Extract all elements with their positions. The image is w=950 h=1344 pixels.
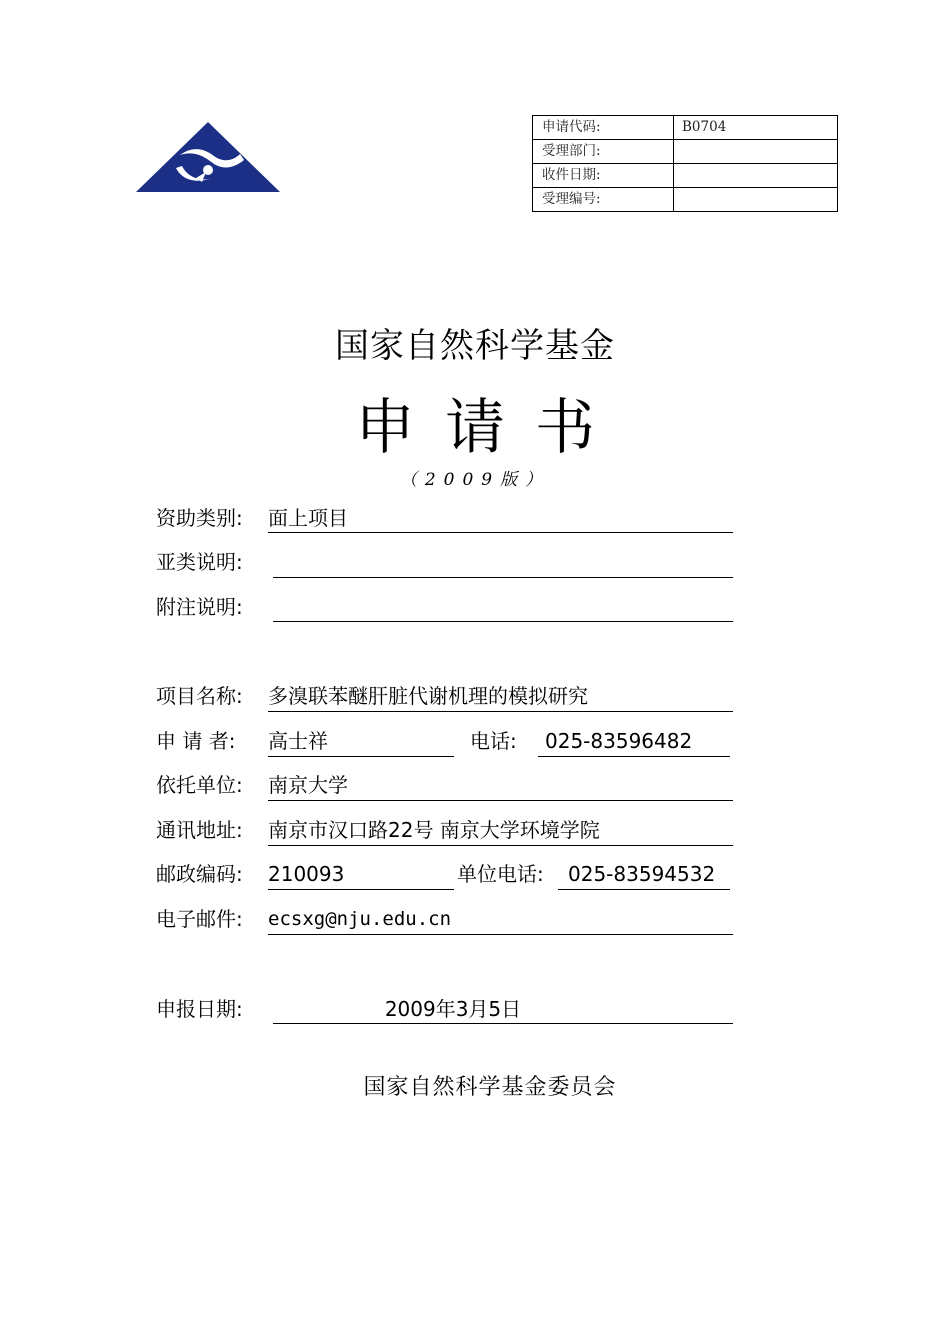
postcode-label: 邮政编码: xyxy=(156,862,243,886)
applicant-underline xyxy=(268,756,454,757)
address-value: 南京市汉口路22号 南京大学环境学院 xyxy=(268,818,600,842)
address-label: 通讯地址: xyxy=(156,818,243,842)
subcategory-note-label: 亚类说明: xyxy=(156,550,243,574)
institution-underline xyxy=(268,800,733,801)
office-use-table xyxy=(532,115,838,212)
table-row xyxy=(533,116,838,140)
institution-phone-value: 025-83594532 xyxy=(568,862,716,886)
committee-name: 国家自然科学基金委员会 xyxy=(363,1075,617,1100)
institution-phone-underline xyxy=(558,889,730,890)
submission-date-underline xyxy=(273,1023,733,1024)
application-code-value: B0704 xyxy=(674,116,838,140)
project-name-label: 项目名称: xyxy=(156,684,243,708)
additional-note-underline xyxy=(273,621,733,622)
email-value: ecsxg@nju.edu.cn xyxy=(268,908,452,930)
postcode-underline xyxy=(268,889,454,890)
application-code-label: 申请代码: xyxy=(533,116,674,140)
email-underline xyxy=(268,934,733,935)
postcode-value: 210093 xyxy=(268,862,345,886)
receipt-date-value xyxy=(674,164,838,188)
table-row xyxy=(533,188,838,212)
receiving-dept-value xyxy=(674,140,838,164)
receipt-date-label: 收件日期: xyxy=(533,164,674,188)
funding-category-label: 资助类别: xyxy=(156,506,243,530)
fund-name-title: 国家自然科学基金 xyxy=(335,326,615,366)
institution-phone-label: 单位电话: xyxy=(457,862,544,886)
version-label: （2009版） xyxy=(399,470,551,490)
acceptance-number-value xyxy=(674,188,838,212)
table-row xyxy=(533,140,838,164)
project-name-value: 多溴联苯醚肝脏代谢机理的模拟研究 xyxy=(268,684,588,708)
funding-category-value: 面上项目 xyxy=(268,506,348,530)
address-underline xyxy=(268,845,733,846)
project-name-underline xyxy=(268,711,733,712)
phone-label: 电话: xyxy=(470,729,517,753)
receiving-dept-label: 受理部门: xyxy=(533,140,674,164)
additional-note-label: 附注说明: xyxy=(156,595,243,619)
phone-underline xyxy=(538,756,730,757)
subcategory-note-underline xyxy=(273,577,733,578)
applicant-label: 申 请 者: xyxy=(156,729,236,753)
applicant-value: 高士祥 xyxy=(268,729,328,753)
institution-label: 依托单位: xyxy=(156,773,243,797)
funding-category-underline xyxy=(268,532,733,533)
acceptance-number-label: 受理编号: xyxy=(533,188,674,212)
table-row xyxy=(533,164,838,188)
phone-value: 025-83596482 xyxy=(545,729,693,753)
email-label: 电子邮件: xyxy=(156,907,243,931)
institution-value: 南京大学 xyxy=(268,773,348,797)
submission-date-value: 2009年3月5日 xyxy=(384,997,522,1021)
document-title: 申请书 xyxy=(355,393,625,463)
submission-date-label: 申报日期: xyxy=(156,997,243,1021)
nsfc-logo-icon xyxy=(136,120,281,195)
